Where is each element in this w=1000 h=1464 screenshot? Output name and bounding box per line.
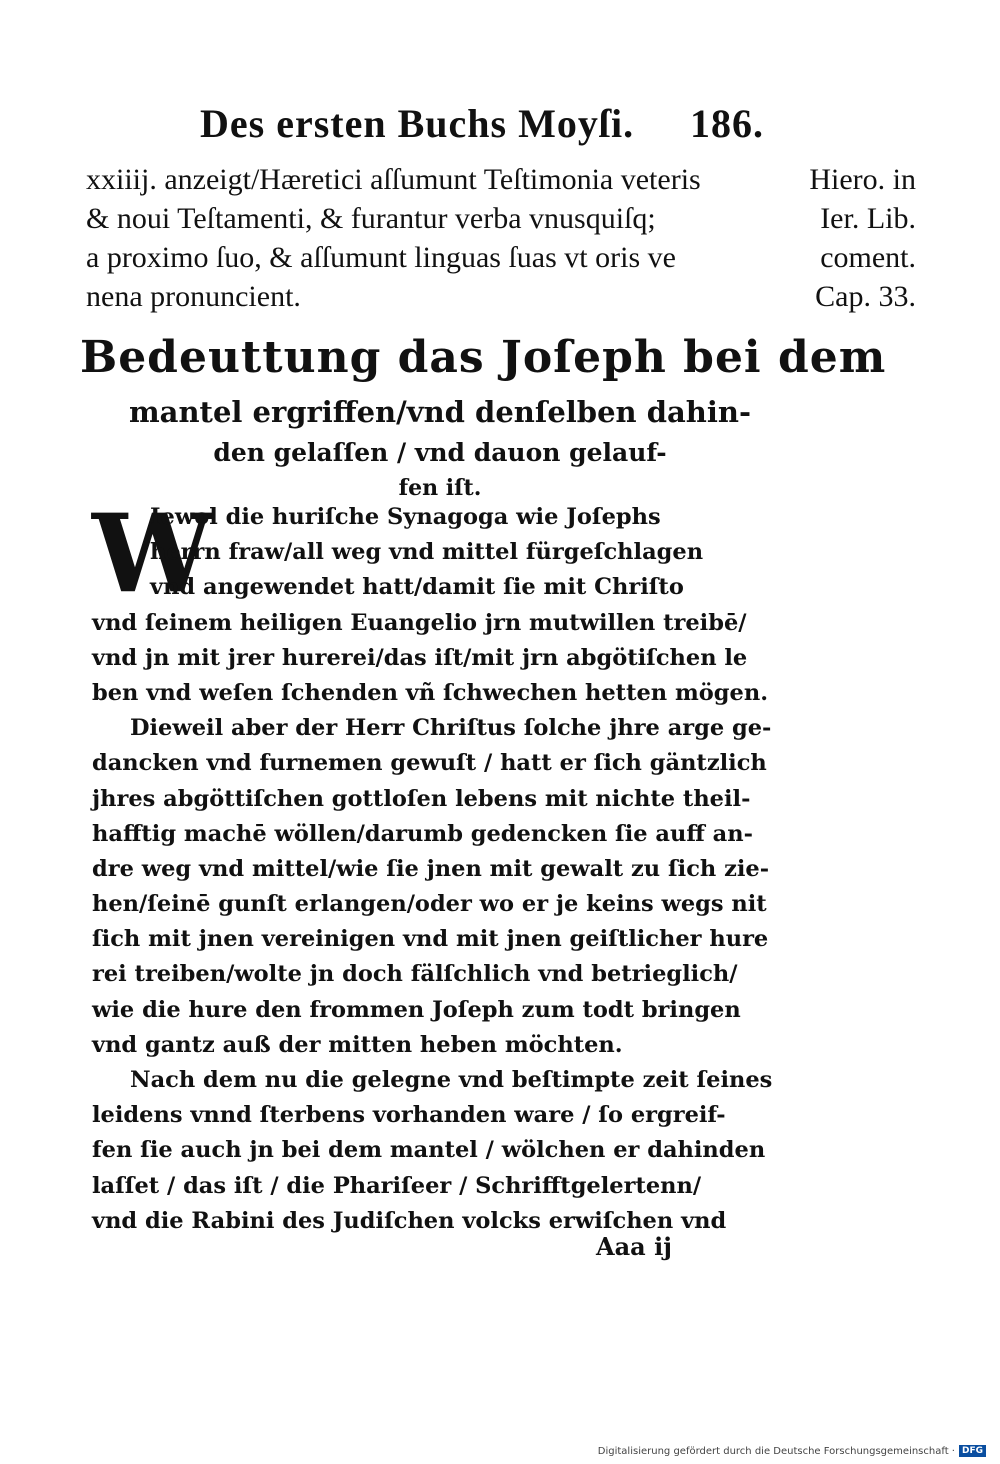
heading-line-1: Bedeuttung das Joſeph bei dem [80, 332, 887, 383]
text-line: vnd die Rabini des Judiſchen volcks erwiſchen vnd [92, 1207, 727, 1234]
latin-text: nena pronuncient. [86, 280, 301, 313]
text-line: hen/ſeinē gunſt erlangen/oder wo er je keins wegs nit [92, 891, 767, 918]
text-line: Dieweil aber der Herr Chriſtus ſolche jhre arge ge- [130, 715, 772, 742]
latin-text: a proximo ſuo, & aſſumunt linguas ſuas vt oris ve [86, 241, 676, 274]
body-text [92, 491, 782, 1239]
heading-line-4: fen iſt. [398, 475, 482, 501]
dfg-logo: DFG [959, 1445, 986, 1457]
text-line: vnd angewendet hatt/damit ſie mit Chriſto [150, 574, 684, 601]
footer-text: Digitalisierung gefördert durch die Deutsche Forschungsgemeinschaft · [597, 1445, 955, 1457]
drop-cap-initial: W [92, 491, 214, 617]
text-line: jhres abgöttiſchen gottloſen lebens mit nichte theil- [92, 785, 751, 812]
running-title: Des ersten Buchs Moyſi. [200, 101, 635, 146]
marginal-note: Cap. 33. [815, 280, 916, 313]
marginal-note: Hiero. in [809, 163, 916, 196]
section-heading [80, 325, 887, 503]
running-head [190, 100, 790, 150]
text-line: fen ſie auch jn bei dem mantel / wölchen er dahinden [92, 1137, 766, 1164]
digitization-footer [598, 1444, 986, 1458]
text-line: herrn fraw/all weg vnd mittel fürgeſchlagen [150, 539, 704, 566]
text-line: rei treiben/wolte jn doch fälſchlich vnd betrieglich/ [92, 961, 738, 988]
text-line: ſich mit jnen vereinigen vnd mit jnen geiſtlicher hure [92, 926, 769, 953]
text-line: ben vnd weſen ſchenden vñ ſchwechen hetten mögen. [92, 679, 769, 706]
heading-line-3: den gelaſſen / vnd dauon gelauf- [213, 438, 667, 467]
marginal-note: coment. [820, 241, 916, 274]
text-line: wie die hure den frommen Joſeph zum todt bringen [92, 996, 741, 1023]
latin-line [86, 238, 916, 277]
marginal-note: Ier. Lib. [820, 202, 916, 235]
catchword-signature: Aaa ij [596, 1232, 672, 1261]
text-line: hafftig machē wöllen/darumb gedencken ſie auff an- [92, 820, 753, 847]
text-line: vnd jn mit jrer hurerei/das iſt/mit jrn abgötiſchen le [92, 644, 748, 671]
text-line: laſſet / das iſt / die Phariſeer / Schrifftgelertenn/ [92, 1172, 702, 1199]
text-line: vnd ſeinem heiligen Euangelio jrn mutwillen treibē/ [92, 609, 747, 636]
latin-text: & noui Teſtamenti, & furantur verba vnusquiſq; [86, 202, 656, 235]
latin-line [86, 277, 916, 316]
latin-text: xxiiij. anzeigt/Hæretici aſſumunt Teſtimonia veteris [86, 163, 701, 196]
text-line: vnd gantz auß der mitten heben möchten. [92, 1031, 623, 1058]
text-line: Iewol die huriſche Synagoga wie Joſephs [150, 504, 661, 530]
text-line: dre weg vnd mittel/wie ſie jnen mit gewalt zu ſich zie- [92, 855, 770, 882]
latin-line [86, 160, 916, 199]
page-number: 186. [690, 101, 764, 146]
text-line: Nach dem nu die gelegne vnd beſtimpte zeit ſeines [130, 1067, 773, 1093]
latin-line [86, 199, 916, 238]
heading-line-2: mantel ergriffen/vnd denſelben dahin- [128, 395, 751, 429]
text-line: leidens vnnd ſterbens vorhanden ware / ſo ergreif- [92, 1102, 726, 1129]
text-line: dancken vnd furnemen gewuſt / hatt er ſich gäntzlich [92, 750, 767, 777]
latin-citation-block [86, 160, 916, 316]
